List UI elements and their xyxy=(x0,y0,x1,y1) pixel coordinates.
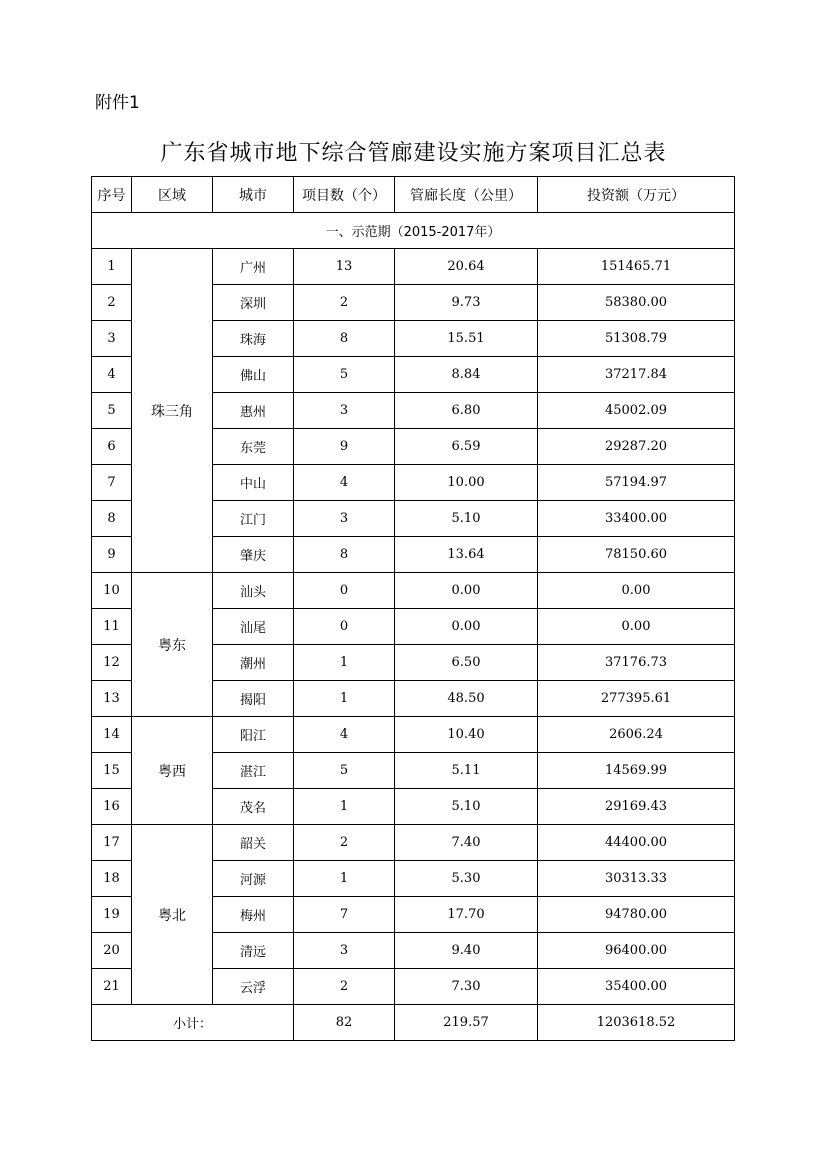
projects-cell: 4 xyxy=(294,717,395,753)
city-cell: 揭阳 xyxy=(213,681,294,717)
projects-cell: 8 xyxy=(294,321,395,357)
summary-table xyxy=(91,176,735,1041)
length-cell: 9.73 xyxy=(395,285,538,321)
length-cell: 5.11 xyxy=(395,753,538,789)
length-cell: 0.00 xyxy=(395,573,538,609)
length-cell: 5.30 xyxy=(395,861,538,897)
investment-cell: 30313.33 xyxy=(538,861,735,897)
row-no: 15 xyxy=(92,753,132,789)
length-cell: 8.84 xyxy=(395,357,538,393)
row-no: 3 xyxy=(92,321,132,357)
investment-cell: 57194.97 xyxy=(538,465,735,501)
investment-cell: 277395.61 xyxy=(538,681,735,717)
header-region: 区域 xyxy=(132,177,213,213)
length-cell: 15.51 xyxy=(395,321,538,357)
table-row xyxy=(92,825,735,861)
length-cell: 7.30 xyxy=(395,969,538,1005)
header-no: 序号 xyxy=(92,177,132,213)
length-cell: 6.50 xyxy=(395,645,538,681)
page-title: 广东省城市地下综合管廊建设实施方案项目汇总表 xyxy=(160,141,667,166)
length-cell: 7.40 xyxy=(395,825,538,861)
investment-cell: 2606.24 xyxy=(538,717,735,753)
length-cell: 9.40 xyxy=(395,933,538,969)
row-no: 18 xyxy=(92,861,132,897)
row-no: 14 xyxy=(92,717,132,753)
row-no: 17 xyxy=(92,825,132,861)
investment-cell: 0.00 xyxy=(538,573,735,609)
projects-cell: 7 xyxy=(294,897,395,933)
region-cell: 粤东 xyxy=(132,573,213,717)
investment-cell: 29169.43 xyxy=(538,789,735,825)
header-city: 城市 xyxy=(213,177,294,213)
investment-cell: 33400.00 xyxy=(538,501,735,537)
header-row xyxy=(92,177,735,213)
investment-cell: 44400.00 xyxy=(538,825,735,861)
header-investment: 投资额（万元） xyxy=(538,177,735,213)
row-no: 19 xyxy=(92,897,132,933)
length-cell: 17.70 xyxy=(395,897,538,933)
city-cell: 深圳 xyxy=(213,285,294,321)
investment-cell: 37217.84 xyxy=(538,357,735,393)
investment-cell: 151465.71 xyxy=(538,249,735,285)
city-cell: 珠海 xyxy=(213,321,294,357)
length-cell: 48.50 xyxy=(395,681,538,717)
projects-cell: 0 xyxy=(294,573,395,609)
city-cell: 广州 xyxy=(213,249,294,285)
row-no: 13 xyxy=(92,681,132,717)
city-cell: 东莞 xyxy=(213,429,294,465)
city-cell: 湛江 xyxy=(213,753,294,789)
region-cell: 粤西 xyxy=(132,717,213,825)
investment-cell: 0.00 xyxy=(538,609,735,645)
projects-cell: 13 xyxy=(294,249,395,285)
length-cell: 20.64 xyxy=(395,249,538,285)
projects-cell: 3 xyxy=(294,501,395,537)
subtotal-label: 小计： xyxy=(92,1005,294,1041)
projects-cell: 1 xyxy=(294,645,395,681)
section-row xyxy=(92,213,735,249)
row-no: 16 xyxy=(92,789,132,825)
city-cell: 汕尾 xyxy=(213,609,294,645)
projects-cell: 2 xyxy=(294,825,395,861)
section-title: 一、示范期（2015-2017年） xyxy=(92,213,735,249)
row-no: 9 xyxy=(92,537,132,573)
investment-cell: 78150.60 xyxy=(538,537,735,573)
city-cell: 河源 xyxy=(213,861,294,897)
table-row xyxy=(92,573,735,609)
length-cell: 5.10 xyxy=(395,789,538,825)
projects-cell: 1 xyxy=(294,681,395,717)
subtotal-projects: 82 xyxy=(294,1005,395,1041)
row-no: 4 xyxy=(92,357,132,393)
investment-cell: 45002.09 xyxy=(538,393,735,429)
row-no: 10 xyxy=(92,573,132,609)
header-projects: 项目数（个） xyxy=(294,177,395,213)
attachment-label: 附件1 xyxy=(95,93,140,113)
region-cell: 珠三角 xyxy=(132,249,213,573)
investment-cell: 37176.73 xyxy=(538,645,735,681)
table-row xyxy=(92,249,735,285)
length-cell: 0.00 xyxy=(395,609,538,645)
row-no: 20 xyxy=(92,933,132,969)
city-cell: 清远 xyxy=(213,933,294,969)
row-no: 12 xyxy=(92,645,132,681)
investment-cell: 29287.20 xyxy=(538,429,735,465)
projects-cell: 5 xyxy=(294,357,395,393)
city-cell: 韶关 xyxy=(213,825,294,861)
length-cell: 10.40 xyxy=(395,717,538,753)
city-cell: 潮州 xyxy=(213,645,294,681)
row-no: 21 xyxy=(92,969,132,1005)
projects-cell: 4 xyxy=(294,465,395,501)
projects-cell: 2 xyxy=(294,969,395,1005)
length-cell: 13.64 xyxy=(395,537,538,573)
investment-cell: 14569.99 xyxy=(538,753,735,789)
projects-cell: 9 xyxy=(294,429,395,465)
investment-cell: 35400.00 xyxy=(538,969,735,1005)
projects-cell: 2 xyxy=(294,285,395,321)
row-no: 2 xyxy=(92,285,132,321)
projects-cell: 8 xyxy=(294,537,395,573)
header-length: 管廊长度（公里） xyxy=(395,177,538,213)
city-cell: 茂名 xyxy=(213,789,294,825)
region-cell: 粤北 xyxy=(132,825,213,1005)
row-no: 8 xyxy=(92,501,132,537)
subtotal-row xyxy=(92,1005,735,1041)
projects-cell: 5 xyxy=(294,753,395,789)
length-cell: 5.10 xyxy=(395,501,538,537)
city-cell: 云浮 xyxy=(213,969,294,1005)
row-no: 6 xyxy=(92,429,132,465)
row-no: 7 xyxy=(92,465,132,501)
investment-cell: 58380.00 xyxy=(538,285,735,321)
subtotal-length: 219.57 xyxy=(395,1005,538,1041)
city-cell: 梅州 xyxy=(213,897,294,933)
projects-cell: 1 xyxy=(294,861,395,897)
city-cell: 阳江 xyxy=(213,717,294,753)
projects-cell: 1 xyxy=(294,789,395,825)
row-no: 1 xyxy=(92,249,132,285)
investment-cell: 94780.00 xyxy=(538,897,735,933)
city-cell: 佛山 xyxy=(213,357,294,393)
city-cell: 惠州 xyxy=(213,393,294,429)
projects-cell: 0 xyxy=(294,609,395,645)
city-cell: 汕头 xyxy=(213,573,294,609)
projects-cell: 3 xyxy=(294,393,395,429)
subtotal-investment: 1203618.52 xyxy=(538,1005,735,1041)
city-cell: 中山 xyxy=(213,465,294,501)
length-cell: 10.00 xyxy=(395,465,538,501)
length-cell: 6.59 xyxy=(395,429,538,465)
investment-cell: 96400.00 xyxy=(538,933,735,969)
investment-cell: 51308.79 xyxy=(538,321,735,357)
length-cell: 6.80 xyxy=(395,393,538,429)
projects-cell: 3 xyxy=(294,933,395,969)
city-cell: 江门 xyxy=(213,501,294,537)
city-cell: 肇庆 xyxy=(213,537,294,573)
table-row xyxy=(92,717,735,753)
row-no: 5 xyxy=(92,393,132,429)
row-no: 11 xyxy=(92,609,132,645)
